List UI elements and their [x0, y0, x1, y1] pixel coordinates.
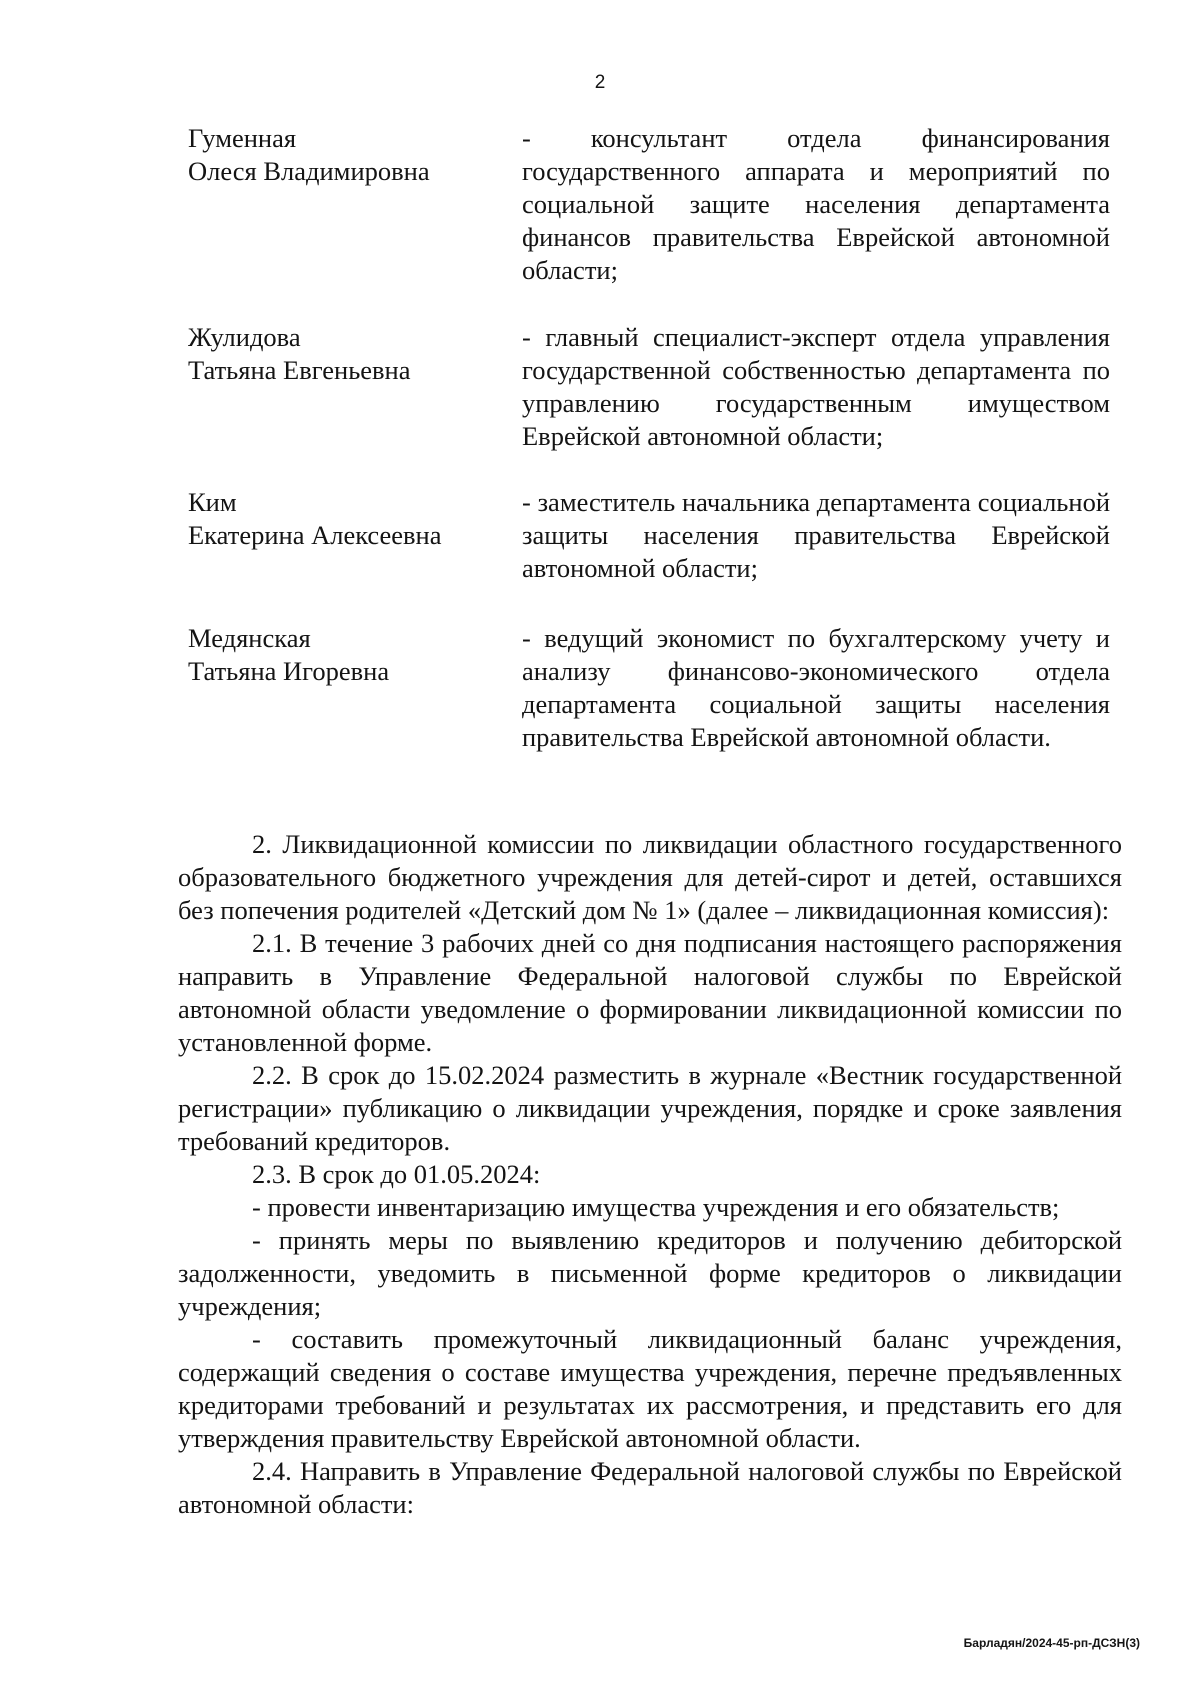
member-given-name: Олеся Владимировна — [188, 156, 430, 186]
paragraph-2-4: 2.4. Направить в Управление Федеральной налоговой службы по Еврейской автономной области: — [178, 1456, 1122, 1519]
member-surname: Медянская — [188, 623, 311, 653]
list-item-creditors: - принять меры по выявлению кредиторов и получению дебиторской задолженности, уведомить в письменной форме кредиторов о ликвидации учреждения; — [178, 1225, 1122, 1321]
member-surname: Гуменная — [188, 123, 297, 153]
paragraph-2: 2. Ликвидационной комиссии по ликвидации областного государственного образовательного бюджетного учреждения для детей-сирот и детей, оставшихся без попечения родителей «Детский дом № 1» (далее – ликвидационная комиссия): — [178, 829, 1122, 925]
document-body — [178, 828, 1122, 1521]
commission-members-list — [188, 122, 1110, 754]
member-given-name: Татьяна Евгеньевна — [188, 355, 411, 385]
member-given-name: Екатерина Алексеевна — [188, 520, 442, 550]
paragraph-2-2: 2.2. В срок до 15.02.2024 разместить в журнале «Вестник государственной регистрации» публикацию о ликвидации учреждения, порядке и сроке заявления требований кредиторов. — [178, 1060, 1122, 1156]
page-number: 2 — [594, 72, 606, 93]
member-entry — [188, 321, 1110, 453]
document-code: Барладян/2024-45-рп-ДСЗН(3) — [963, 1636, 1140, 1650]
member-surname: Жулидова — [188, 322, 301, 352]
member-position: - заместитель начальника департамента социальной защиты населения правительства Еврейской автономной области; — [522, 487, 1110, 583]
member-position: - главный специалист-эксперт отдела управления государственной собственностью департамента по управлению государственным имуществом Еврейской автономной области; — [522, 322, 1110, 451]
list-item-balance: - составить промежуточный ликвидационный баланс учреждения, содержащий сведения о составе имущества учреждения, перечне предъявленных кредиторами требований и результатах их рассмотрения, и представить его для утверждения правительству Еврейской автономной области. — [178, 1324, 1122, 1453]
member-name — [188, 622, 522, 754]
member-name — [188, 321, 522, 453]
member-entry — [188, 122, 1110, 287]
member-name — [188, 486, 522, 585]
member-position: - консультант отдела финансирования государственного аппарата и мероприятий по социальной защите населения департамента финансов правительства Еврейской автономной области; — [522, 123, 1110, 285]
paragraph-2-1: 2.1. В течение 3 рабочих дней со дня подписания настоящего распоряжения направить в Управление Федеральной налоговой службы по Еврейской автономной области уведомление о формировании ликвидационной комиссии по установленной форме. — [178, 928, 1122, 1057]
member-given-name: Татьяна Игоревна — [188, 656, 390, 686]
list-item-inventory: - провести инвентаризацию имущества учреждения и его обязательств; — [252, 1192, 1060, 1222]
member-entry — [188, 486, 1110, 585]
paragraph-2-3: 2.3. В срок до 01.05.2024: — [252, 1159, 541, 1189]
member-surname: Ким — [188, 487, 237, 517]
member-position: - ведущий экономист по бухгалтерскому учету и анализу финансово-экономического отдела департамента социальной защиты населения правительства Еврейской автономной области. — [522, 623, 1110, 752]
member-entry — [188, 622, 1110, 754]
member-name — [188, 122, 522, 287]
